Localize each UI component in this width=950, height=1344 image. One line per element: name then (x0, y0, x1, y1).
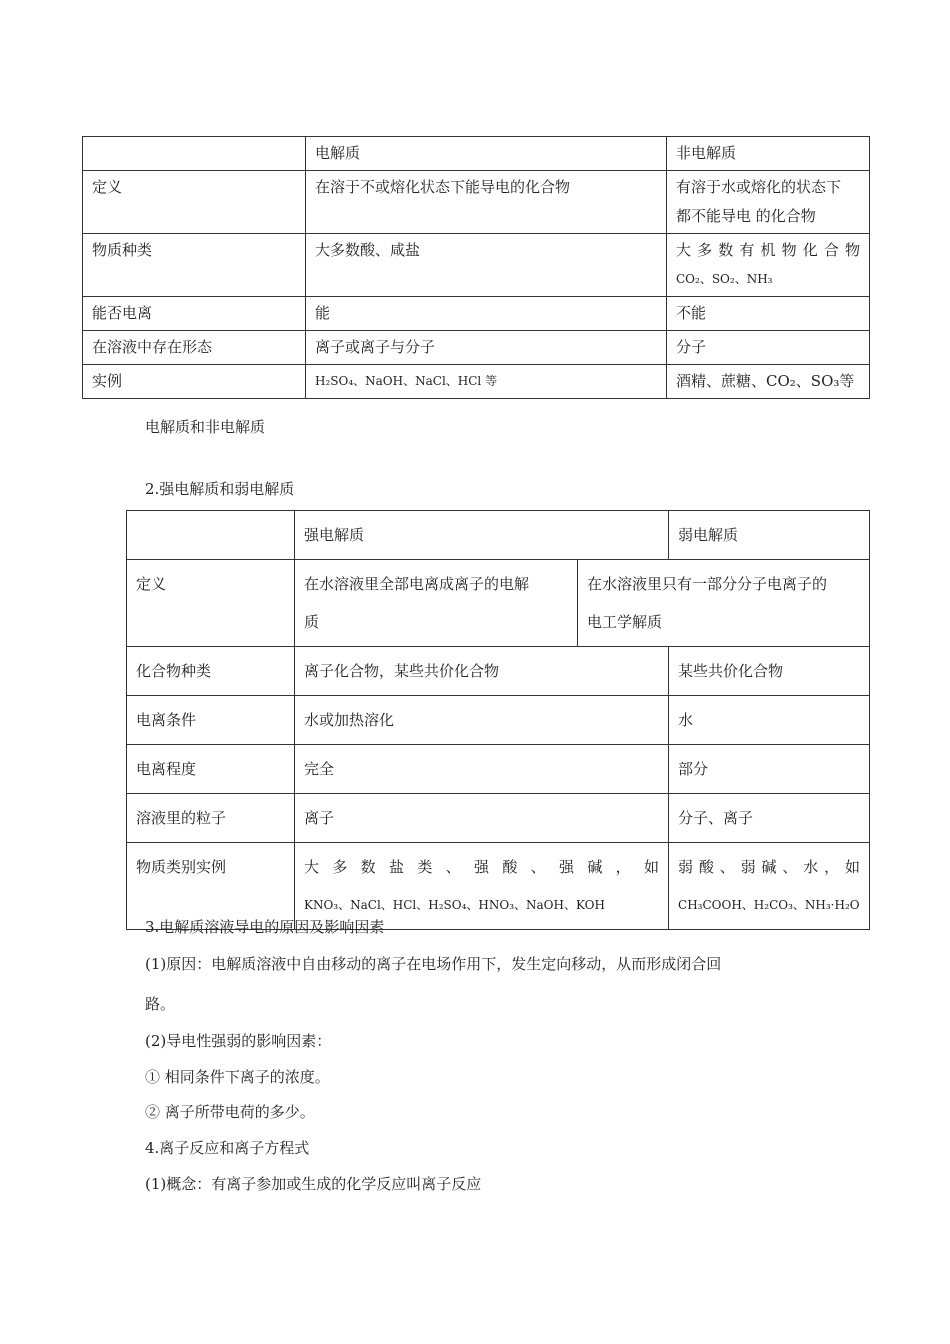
table-cell: 某些共价化合物 (669, 647, 870, 696)
paragraph-line: (2)导电性强弱的影响因素： (145, 1032, 332, 1050)
table-caption: 电解质和非电解质 (145, 418, 266, 436)
cell-line: 电工学解质 (587, 613, 663, 631)
table-cell: 分子、离子 (669, 794, 870, 843)
table-cell (578, 560, 870, 647)
table-row (127, 696, 870, 745)
list-item: ① 相同条件下离子的浓度。 (145, 1068, 330, 1086)
paragraph-line: (1)概念：有离子参加或生成的化学反应叫离子反应 (145, 1175, 482, 1193)
cell-line: 都不能导电 的化合物 (676, 207, 816, 225)
table-cell: H₂SO₄、NaOH、NaCl、HCl 等 (306, 365, 667, 399)
cell-line: 有溶于水或熔化的状态下 (676, 178, 842, 196)
table-cell: 完全 (295, 745, 669, 794)
table-cell: 不能 (667, 297, 870, 331)
row-label: 定义 (127, 560, 295, 647)
table-cell (667, 234, 870, 297)
row-label: 化合物种类 (127, 647, 295, 696)
table-row (83, 365, 870, 399)
table-cell: 部分 (669, 745, 870, 794)
electrolyte-comparison-table (82, 136, 870, 399)
row-label: 定义 (83, 171, 306, 234)
table-row (83, 297, 870, 331)
row-label: 在溶液中存在形态 (83, 331, 306, 365)
row-label: 电离条件 (127, 696, 295, 745)
section-heading: 4.离子反应和离子方程式 (145, 1139, 310, 1157)
table-header: 非电解质 (667, 137, 870, 171)
table-cell: 水 (669, 696, 870, 745)
table-row (127, 560, 870, 647)
table-cell (295, 560, 578, 647)
cell-line: 质 (304, 613, 320, 631)
table-cell: 分子 (667, 331, 870, 365)
row-label: 实例 (83, 365, 306, 399)
cell-line: 大多数盐类、强酸、强碱，如 (304, 858, 660, 876)
table-cell: 能 (306, 297, 667, 331)
row-label: 物质种类 (83, 234, 306, 297)
table-cell: 离子 (295, 794, 669, 843)
table-cell: 离子或离子与分子 (306, 331, 667, 365)
table-cell: 离子化合物，某些共价化合物 (295, 647, 669, 696)
row-label: 物质类别实例 (127, 843, 295, 930)
section-heading: 2.强电解质和弱电解质 (145, 480, 295, 498)
cell-line: KNO₃、NaCl、HCl、H₂SO₄、HNO₃、NaOH、KOH (304, 898, 605, 912)
table-cell (127, 511, 295, 560)
row-label: 电离程度 (127, 745, 295, 794)
cell-line: 在水溶液里只有一部分分子电离子的 (587, 575, 828, 593)
table-cell (667, 171, 870, 234)
table-cell: 水或加热溶化 (295, 696, 669, 745)
strong-weak-electrolyte-table (126, 510, 870, 930)
table-cell (669, 843, 870, 930)
table-header: 电解质 (306, 137, 667, 171)
table-cell: 酒精、蔗糖、CO₂、SO₃等 (667, 365, 870, 399)
row-label: 溶液里的粒子 (127, 794, 295, 843)
table-row (127, 647, 870, 696)
table-row (127, 794, 870, 843)
section-heading: 3.电解质溶液导电的原因及影响因素 (145, 918, 385, 936)
row-label: 能否电离 (83, 297, 306, 331)
paragraph-line: 路。 (145, 995, 176, 1013)
table-row (83, 171, 870, 234)
table-cell (83, 137, 306, 171)
table-row (127, 745, 870, 794)
cell-line: CH₃COOH、H₂CO₃、NH₃·H₂O (678, 898, 860, 912)
cell-line: CO₂、SO₂、NH₃ (676, 272, 773, 286)
table-cell: 在溶于不或熔化状态下能导电的化合物 (306, 171, 667, 234)
table-header-row (83, 137, 870, 171)
table-row (83, 331, 870, 365)
table-header: 强电解质 (295, 511, 669, 560)
cell-line: 大多数有机物化合物 (676, 241, 860, 259)
table-cell: 大多数酸、咸盐 (306, 234, 667, 297)
cell-line: 弱酸、弱碱、水，如 (678, 858, 861, 876)
paragraph-line: (1)原因：电解质溶液中自由移动的离子在电场作用下，发生定向移动，从而形成闭合回 (145, 955, 722, 973)
table-header: 弱电解质 (669, 511, 870, 560)
list-item: ② 离子所带电荷的多少。 (145, 1103, 315, 1121)
table-row (83, 234, 870, 297)
table-header-row (127, 511, 870, 560)
cell-line: 在水溶液里全部电离成离子的电解 (304, 575, 530, 593)
